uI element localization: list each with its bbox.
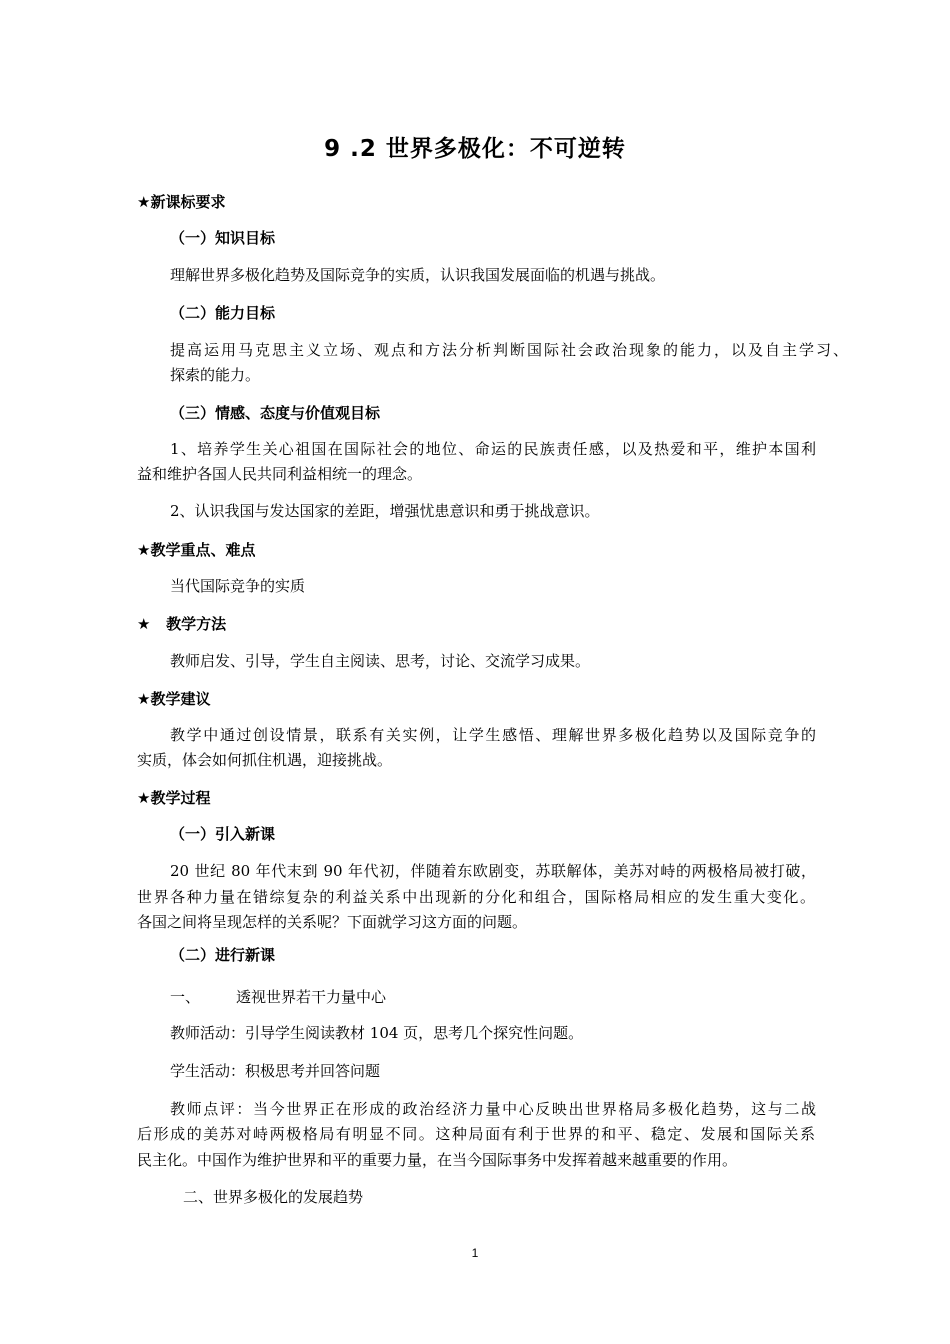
paragraph-knowledge: 理解世界多极化趋势及国际竞争的实质，认识我国发展面临的机遇与挑战。 [170,266,666,284]
paragraph-suggestion-line-1: 教学中通过创设情景，联系有关实例，让学生感悟、理解世界多极化趋势以及国际竞争的 [170,726,816,744]
subheading-new-lesson: （二）进行新课 [170,946,276,964]
subheading-ability-goal: （二）能力目标 [170,304,276,322]
paragraph-suggestion-line-2: 实质，体会如何抓住机遇，迎接挑战。 [137,751,393,769]
paragraph-comment-line-1: 教师点评：当今世界正在形成的政治经济力量中心反映出世界格局多极化趋势，这与二战 [170,1100,816,1118]
paragraph-ability-line-1: 提高运用马克思主义立场、观点和方法分析判断国际社会政治现象的能力，以及自主学习、 [170,341,848,359]
list-item-2: 二、世界多极化的发展趋势 [183,1188,364,1206]
list-item-1-text: 透视世界若干力量中心 [236,988,387,1006]
list-item-1 [170,984,386,1010]
paragraph-emotion-1-line-2: 益和维护各国人民共同利益相统一的理念。 [137,465,423,483]
section-heading-key-points: ★教学重点、难点 [137,541,256,559]
list-item-1-number: 一、 [170,988,201,1006]
section-heading-method: ★ 教学方法 [137,615,227,633]
document-title: 9 .2 世界多极化：不可逆转 [324,136,626,162]
paragraph-intro-line-1: 20 世纪 80 年代末到 90 年代初，伴随着东欧剧变，苏联解体，美苏对峙的两极格局被打破， [170,862,816,880]
subheading-knowledge-goal: （一）知识目标 [170,229,276,247]
subheading-emotion-goal: （三）情感、态度与价值观目标 [170,404,381,422]
paragraph-student-activity: 学生活动：积极思考并回答问题 [170,1062,381,1080]
paragraph-teacher-activity: 教师活动：引导学生阅读教材 104 页，思考几个探究性问题。 [170,1024,584,1042]
paragraph-emotion-2: 2、认识我国与发达国家的差距，增强忧患意识和勇于挑战意识。 [170,502,600,520]
section-heading-process: ★教学过程 [137,789,211,807]
section-heading-curriculum: ★新课标要求 [137,193,226,211]
page-number: 1 [471,1246,479,1260]
paragraph-intro-line-2: 世界各种力量在错综复杂的利益关系中出现新的分化和组合，国际格局相应的发生重大变化。 [137,888,815,906]
subheading-intro: （一）引入新课 [170,825,276,843]
paragraph-ability-line-2: 探索的能力。 [170,366,261,384]
paragraph-emotion-1-line-1: 1、培养学生关心祖国在国际社会的地位、命运的民族责任感，以及热爱和平，维护本国利 [170,440,816,458]
paragraph-method: 教师启发、引导，学生自主阅读、思考，讨论、交流学习成果。 [170,652,591,670]
paragraph-intro-line-3: 各国之间将呈现怎样的关系呢？下面就学习这方面的问题。 [137,913,528,931]
paragraph-comment-line-2: 后形成的美苏对峙两极格局有明显不同。这种局面有利于世界的和平、稳定、发展和国际关系 [137,1125,815,1143]
paragraph-key-points: 当代国际竞争的实质 [170,577,306,595]
paragraph-comment-line-3: 民主化。中国作为维护世界和平的重要力量，在当今国际事务中发挥着越来越重要的作用。 [137,1151,738,1169]
section-heading-suggestion: ★教学建议 [137,690,211,708]
